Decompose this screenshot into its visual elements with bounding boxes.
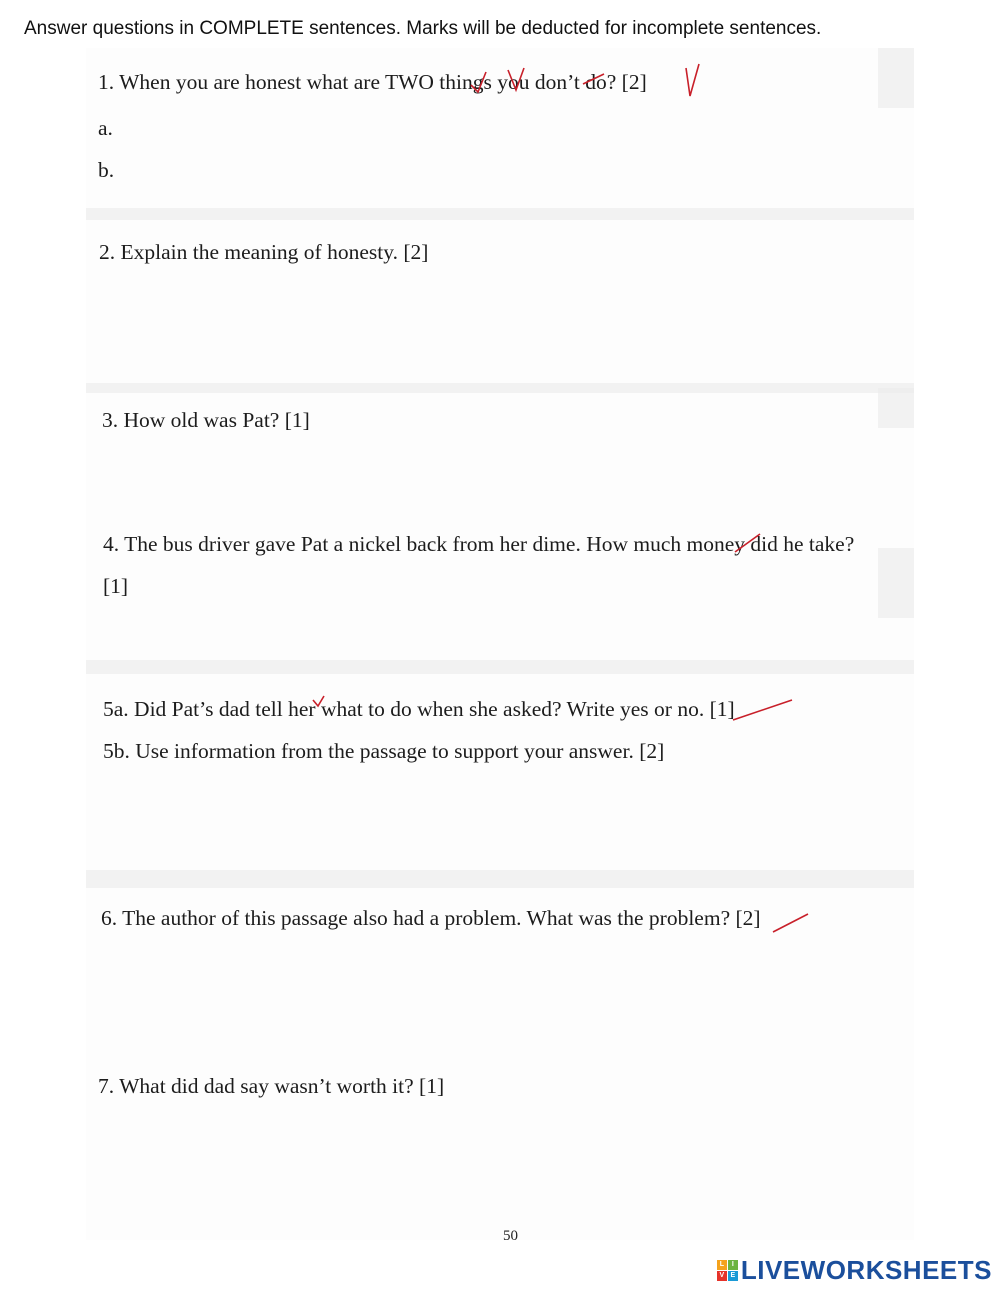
logo-grid-icon <box>717 1260 738 1281</box>
scan-shadow <box>878 388 914 428</box>
scan-shadow <box>86 660 914 674</box>
logo-square: V <box>717 1271 727 1281</box>
scan-shadow <box>878 548 914 618</box>
page-number: 50 <box>503 1228 518 1240</box>
instructions: Answer questions in COMPLETE sentences. Marks will be deducted for incomplete sentences. <box>24 18 822 39</box>
question-4: 4. The bus driver gave Pat a nickel back from her dime. How much money did he take? <box>103 532 855 556</box>
scan-shadow <box>878 48 914 108</box>
liveworksheets-logo <box>717 1255 992 1286</box>
question-7: 7. What did dad say wasn’t worth it? [1] <box>98 1074 445 1098</box>
scan-shadow <box>86 208 914 220</box>
logo-square: E <box>728 1271 738 1281</box>
question-4-marks: [1] <box>103 574 129 598</box>
question-6: 6. The author of this passage also had a problem. What was the problem? [2] <box>101 906 761 930</box>
logo-square: L <box>717 1260 727 1270</box>
logo-square: I <box>728 1260 738 1270</box>
logo-text: LIVEWORKSHEETS <box>740 1255 992 1285</box>
question-5b: 5b. Use information from the passage to support your answer. [2] <box>103 739 665 763</box>
question-5a: 5a. Did Pat’s dad tell her what to do when she asked? Write yes or no. [1] <box>103 697 735 721</box>
question-3: 3. How old was Pat? [1] <box>102 408 310 432</box>
scanned-worksheet <box>86 48 914 1240</box>
answer-line-b: b. <box>98 158 115 182</box>
question-1: 1. When you are honest what are TWO things you don’t do? [2] <box>98 70 647 94</box>
scan-shadow <box>86 383 914 393</box>
answer-line-a: a. <box>98 116 113 140</box>
scan-shadow <box>86 870 914 888</box>
question-2: 2. Explain the meaning of honesty. [2] <box>99 240 429 264</box>
